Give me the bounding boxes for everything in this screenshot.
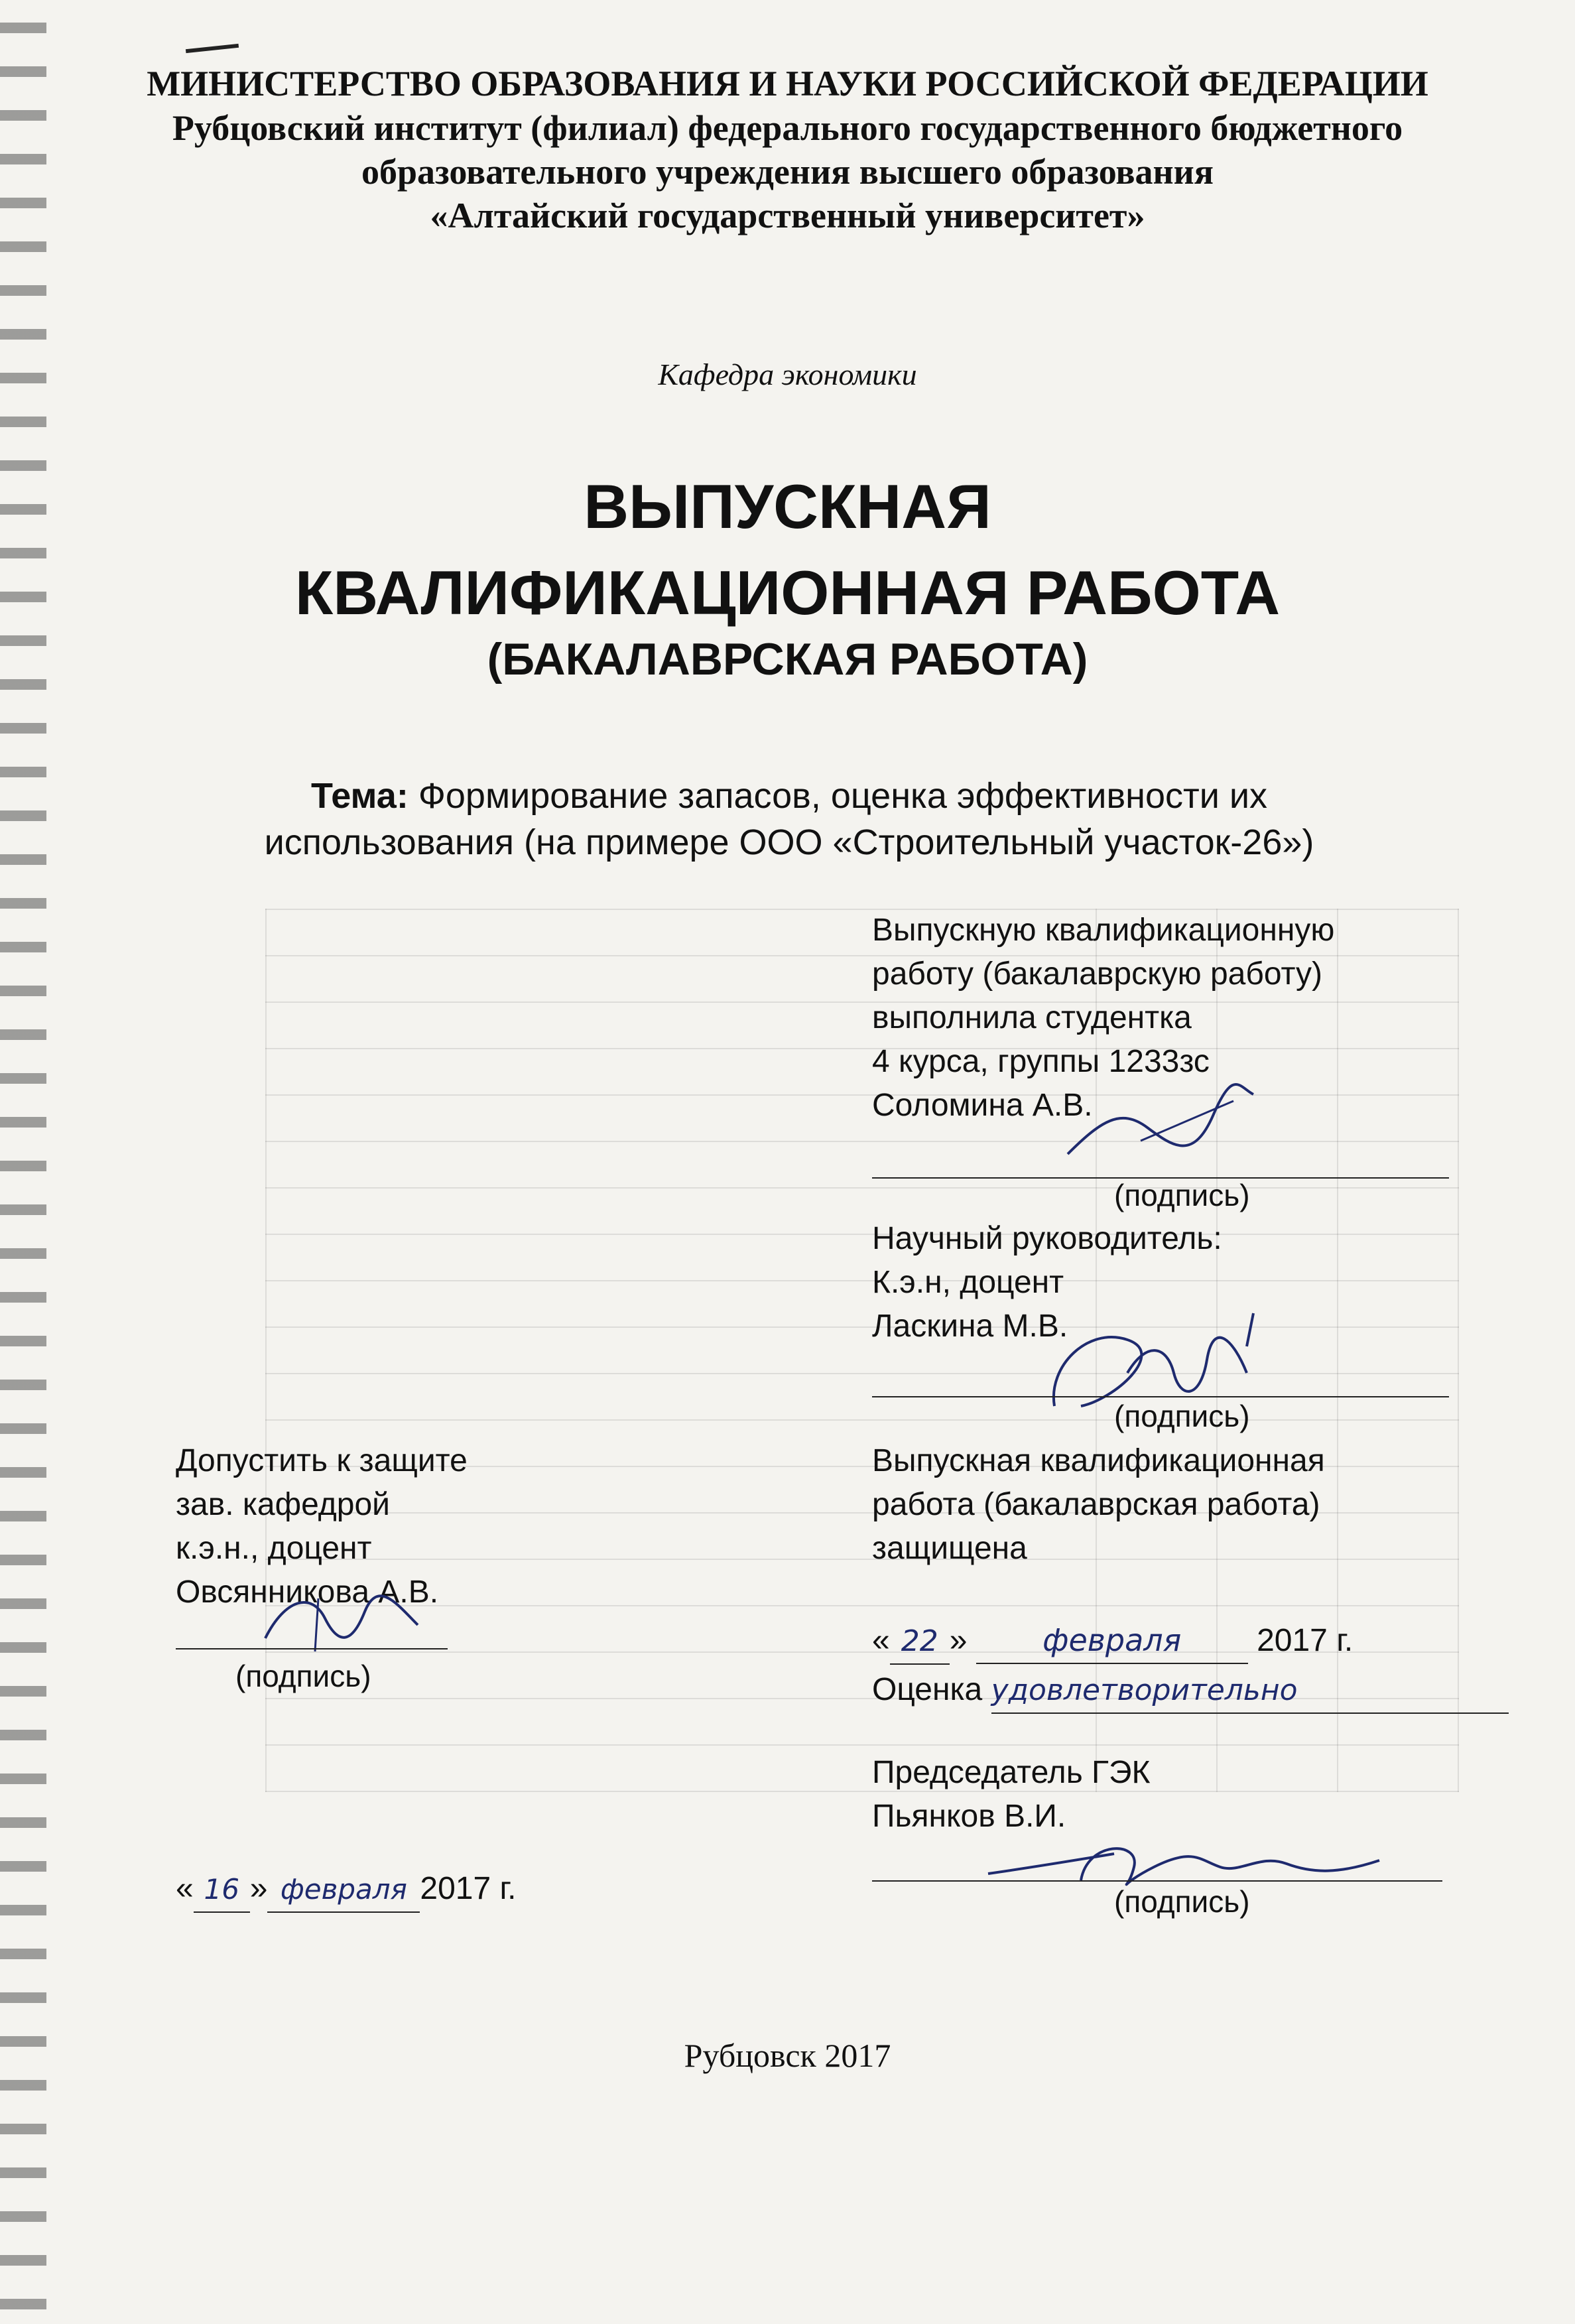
topic-line-2: использования (на примере ООО «Строительный участок-26») xyxy=(264,822,1314,862)
supervisor-degree: К.э.н, доцент xyxy=(872,1265,1064,1300)
admission-signature xyxy=(252,1585,424,1658)
grade-field xyxy=(991,1668,1509,1714)
defense-line-3: защищена xyxy=(872,1531,1027,1566)
defense-date-year: 2017 г. xyxy=(1257,1623,1354,1658)
department-name: Кафедра экономики xyxy=(658,357,917,391)
committee-block xyxy=(872,1751,1150,1839)
topic-line-1 xyxy=(219,773,1359,819)
admission-date-day: 16 xyxy=(204,1873,239,1905)
defense-line-2: работа (бакалаврская работа) xyxy=(872,1487,1320,1522)
grade-value: удовлетворительно xyxy=(991,1673,1298,1707)
admission-date-close-quote: » xyxy=(249,1871,268,1906)
committee-chair-name: Пьянков В.И. xyxy=(872,1799,1066,1834)
defense-grade xyxy=(872,1668,1509,1714)
admission-line-2: зав. кафедрой xyxy=(176,1487,390,1522)
defense-date-day: 22 xyxy=(901,1624,938,1658)
defense-date-day-field xyxy=(890,1619,950,1665)
institute-line-1: Рубцовский институт (филиал) федерального государственного бюджетного xyxy=(172,108,1403,148)
thesis-topic xyxy=(219,773,1359,866)
author-name: Соломина А.В. xyxy=(872,1088,1093,1123)
admission-signature-line xyxy=(176,1648,448,1649)
ministry-heading: МИНИСТЕРСТВО ОБРАЗОВАНИЯ И НАУКИ РОССИЙСКОЙ ФЕДЕРАЦИИ xyxy=(147,64,1428,103)
supervisor-name: Ласкина М.В. xyxy=(872,1309,1068,1344)
committee-label: Председатель ГЭК xyxy=(872,1755,1151,1790)
defense-block xyxy=(872,1439,1325,1571)
document-title-line-2: КВАЛИФИКАЦИОННАЯ РАБОТА xyxy=(294,558,1281,627)
pen-mark xyxy=(186,44,239,53)
city-year: Рубцовск 2017 xyxy=(684,2037,891,2074)
admission-line-1: Допустить к защите xyxy=(176,1443,468,1478)
admission-line-3: к.э.н., доцент xyxy=(176,1531,372,1566)
author-line-1: Выпускную квалификационную xyxy=(872,913,1335,948)
supervisor-signature-line xyxy=(872,1396,1449,1397)
defense-date-close-quote: » xyxy=(949,1623,968,1658)
author-line-3: выполнила студентка xyxy=(872,1000,1192,1035)
institute-line-3: «Алтайский государственный университет» xyxy=(430,196,1145,235)
institute-heading xyxy=(0,106,1575,237)
binding-holes xyxy=(0,0,46,2324)
supervisor-signature-caption: (подпись) xyxy=(1114,1399,1250,1433)
defense-date-open-quote: « xyxy=(872,1623,890,1658)
admission-date-month: февраля xyxy=(280,1873,407,1905)
institute-line-2: образовательного учреждения высшего образования xyxy=(361,152,1214,192)
document-title-line-3: (БАКАЛАВРСКАЯ РАБОТА) xyxy=(487,634,1088,684)
defense-line-1: Выпускная квалификационная xyxy=(872,1443,1325,1478)
admission-date-month-field xyxy=(267,1867,420,1913)
admission-date-open-quote: « xyxy=(176,1871,194,1906)
admission-date xyxy=(176,1867,517,1913)
topic-text-1: Формирование запасов, оценка эффективности их xyxy=(418,776,1268,816)
admission-date-year: 2017 г. xyxy=(420,1871,517,1906)
defense-date xyxy=(872,1618,1353,1665)
defense-date-month: февраля xyxy=(1042,1622,1182,1658)
document-title-line-1: ВЫПУСКНАЯ xyxy=(584,472,991,541)
author-signature-caption: (подпись) xyxy=(1114,1178,1250,1212)
topic-label: Тема: xyxy=(310,776,409,816)
admission-head-name: Овсянникова А.В. xyxy=(176,1575,439,1610)
committee-signature-line xyxy=(872,1880,1442,1882)
admission-signature-caption: (подпись) xyxy=(235,1659,371,1693)
author-line-2: работу (бакалаврскую работу) xyxy=(872,956,1323,992)
defense-date-month-field xyxy=(976,1618,1248,1664)
author-line-4: 4 курса, группы 1233зс xyxy=(872,1044,1210,1079)
grade-label: Оценка xyxy=(872,1672,983,1707)
admission-date-day-field xyxy=(194,1867,250,1913)
supervisor-label: Научный руководитель: xyxy=(872,1221,1222,1256)
author-signature xyxy=(1061,1081,1260,1167)
committee-signature-caption: (подпись) xyxy=(1114,1884,1250,1919)
